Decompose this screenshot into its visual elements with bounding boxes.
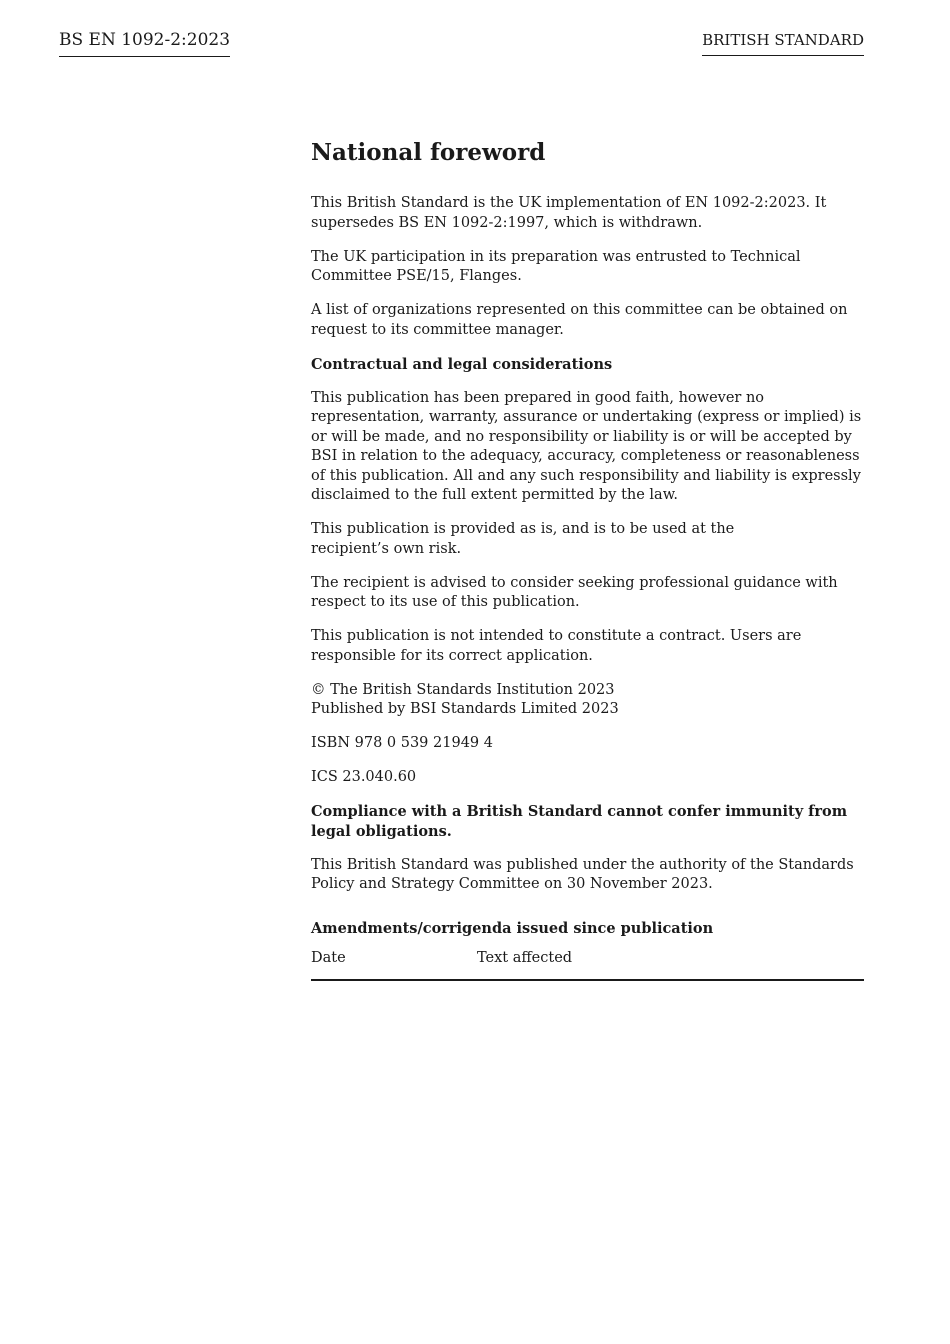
amendments-table <box>311 949 864 981</box>
amendments-header-row <box>311 949 864 980</box>
paragraph-good-faith: This publication has been prepared in good faith, however no representation, warranty, assurance or undertaking (express or implied) is or will be made, and no responsibility or liability is or will be accepted by BSI in relation to the adequacy, accuracy, completeness or reasonableness of this publication. All and any such responsibility and liability is expressly disclaimed to the full extent permitted by the law. <box>311 389 862 503</box>
header-standard-type: BRITISH STANDARD <box>702 31 864 56</box>
amendments-title: Amendments/corrigenda issued since publication <box>311 919 714 937</box>
compliance-notice: Compliance with a British Standard cannot confer immunity from legal obligations. <box>311 803 848 840</box>
main-content <box>311 138 864 981</box>
ics-code: ICS 23.040.60 <box>311 769 417 785</box>
copyright-notice: © The British Standards Institution 2023 Published by BSI Standards Limited 2023 <box>311 681 619 717</box>
paragraph-participation: The UK participation in its preparation was entrusted to Technical Committee PSE/15, Flanges. <box>311 248 801 284</box>
amendments-column-text-affected: Text affected <box>477 949 864 980</box>
header-document-id: BS EN 1092-2:2023 <box>59 30 230 57</box>
paragraph-authority: This British Standard was published under the authority of the Standards Policy and Strategy Committee on 30 November 2023. <box>311 856 854 892</box>
amendments-column-date: Date <box>311 949 477 980</box>
paragraph-not-contract: This publication is not intended to constitute a contract. Users are responsible for its correct application. <box>311 628 802 664</box>
page-title: National foreword <box>311 139 546 166</box>
paragraph-organizations: A list of organizations represented on this committee can be obtained on request to its committee manager. <box>311 302 848 338</box>
paragraph-guidance: The recipient is advised to consider seeking professional guidance with respect to its use of this publication. <box>311 574 838 610</box>
heading-contractual: Contractual and legal considerations <box>311 355 613 373</box>
paragraph-implementation: This British Standard is the UK implementation of EN 1092-2:2023. It supersedes BS EN 1092-2:1997, which is withdrawn. <box>311 195 827 231</box>
paragraph-as-is: This publication is provided as is, and is to be used at the recipient’s own risk. <box>311 521 735 557</box>
isbn-number: ISBN 978 0 539 21949 4 <box>311 735 493 751</box>
